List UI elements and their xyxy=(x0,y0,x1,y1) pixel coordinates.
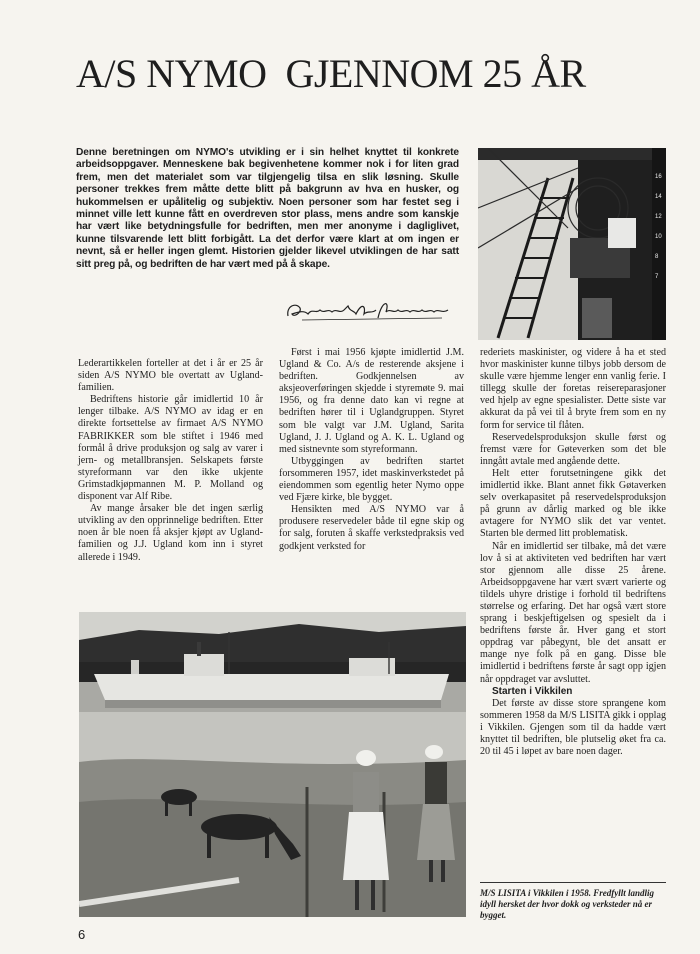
svg-text:10: 10 xyxy=(655,234,662,240)
svg-text:12: 12 xyxy=(655,214,662,220)
paragraph: Lederartikkelen forteller at det i år er 25 år siden A/S NYMO ble overtatt av Ugland-familien. xyxy=(78,358,263,394)
paragraph: Reservedelsproduksjon skulle først og fremst være for Gøteverken som det ble inngått avtale med angående dette. xyxy=(480,431,666,467)
paragraph: Av mange årsaker ble det ingen særlig utvikling av den opprinnelige bedriften. Etter noen år ble noen få aksjer kjøpt av Ugland-familien og J.J. Ugland kom inn i styret allerede i 1949. xyxy=(78,503,263,563)
svg-text:16: 16 xyxy=(655,174,662,180)
svg-text:8: 8 xyxy=(655,254,659,260)
paragraph: Først i mai 1956 kjøpte imidlertid J.M. Ugland & Co. A/s de resterende aksjene i bedriften. Godkjennelsen av aksjeoverføringen skjedde i styremøte 9. mai 1956, og fra denne dato kan vi regne at bedriften hører til i Uglandgruppen. Styret som ble valgt var J.M. Ugland, Sarita Ugland, J. J. Ugland og A. K. L. Ugland og med sistnevnte som styreformann. xyxy=(279,347,464,455)
section-heading: Starten i Vikkilen xyxy=(492,685,573,697)
paragraph: Når en imidlertid ser tilbake, må det være lov å si at aktiviteten ved bedriften har vært stor gjennom alle disse 25 årene. Arbeidsoppgavene har vært svært varierte og tildels uhyre dristige i forhold til bedriftens størrelse og erfaring. Det har også vært store sprang i beskjeftigelsen og spesielt da i bedriftens første år. Hver gang et stort oppdrag var påbegynt, ble det ansatt er mange nye folk på en gang. Disse ble imidlertid i bedriftens første år sagt opp igjen når oppdraget var avsluttet. xyxy=(480,540,666,685)
caption-rule xyxy=(480,882,666,883)
paragraph: rederiets maskinister, og videre å ha et sted hvor maskinister kunne tilbys jobb dersom de skulle være hjemme lenger enn vanlig ferie. I tillegg skulle der foretas reisereparasjoner ved hjelp av egne spesialister. Dette siste var akkurat da på vei til å bryte frem som en ny form for service til flåten. xyxy=(480,347,666,431)
paragraph: Helt etter forutsetningene gikk det imidlertid ikke. Blant annet fikk Gøtaverken selv overkapasitet på reservedelsproduksjon på grunn av dårlig marked og ble ikke avtagere for NYMO slik det var ventet. Starten ble dermed litt problematisk. xyxy=(480,467,666,540)
column-2 xyxy=(279,347,464,553)
column-3 xyxy=(480,347,666,758)
svg-text:7: 7 xyxy=(655,274,659,280)
intro-paragraph: Denne beretningen om NYMO's utvikling er i sin helhet knyttet til konkrete arbeidsoppgaver. Menneskene bak begivenhetene kommer nok i for liten grad frem, men det materialet som var tilgjengelig tilsa en slik løsning. Skulle personer trekkes frem måtte dette blitt på bakgrunn av hva en husker, og hukommelsen er upålitelig og subjektiv. Noen personer som har festet seg i minnet ville lett kunne fått en overdreven stor plass, mens andre som kanskje har vært like betydningsfulle for bedriften, men mer anonyme i dagliglivet, kunne tilsvarende lett blitt forbigått. La det derfor være klart at om ingen er nevnt, så er heller ingen glemt. Historien gjelder likevel utviklingen de har satt sitt preg på, og bedriften de har vært med på å skape. xyxy=(76,147,459,270)
paragraph: Det første av disse store sprangene kom sommeren 1958 da M/S LISITA gikk i opplag i Vikkilen. Gjengen som til da hadde vært knyttet til bedriften, ble plutselig øket fra ca. 20 til 45 i løpet av bare noen dager. xyxy=(480,697,666,758)
column-1 xyxy=(78,358,263,564)
svg-text:14: 14 xyxy=(655,194,662,200)
paragraph: Utbyggingen av bedriften startet forsommeren 1957, idet maskinverkstedet på eiendommen som egentlig heter Nymo oppe ved Fjære kirke, ble bygget. xyxy=(279,455,464,504)
signature xyxy=(282,296,457,326)
mast-photo xyxy=(478,148,666,340)
paragraph: Bedriftens historie går imidlertid 10 år lenger tilbake. A/S NYMO av idag er en direkte fortsettelse av firmaet A/S NYMO FABRIKKER som ble stiftet i 1946 med formål å drive produksjon og salg av varer i jern- og metallbransjen. Selskapets første styreformann var den ikke ukjente Grimstadkjøpmannen M. P. Molland og disponent var Alf Ribe. xyxy=(78,394,263,503)
ship-photo xyxy=(79,612,466,917)
photo-caption: M/S LISITA i Vikkilen i 1958. Fredfyllt landlig idyll hersket der hvor dokk og verksteder nå er bygget. xyxy=(480,888,655,920)
page-number: 6 xyxy=(78,927,86,942)
page-title: A/S NYMO GJENNOM 25 ÅR xyxy=(76,51,586,96)
paragraph: Hensikten med A/S NYMO var å produsere reservedeler både til egne skip og for salg, foruten å skaffe verkstedpraksis ved godkjent verksted for xyxy=(279,504,464,552)
